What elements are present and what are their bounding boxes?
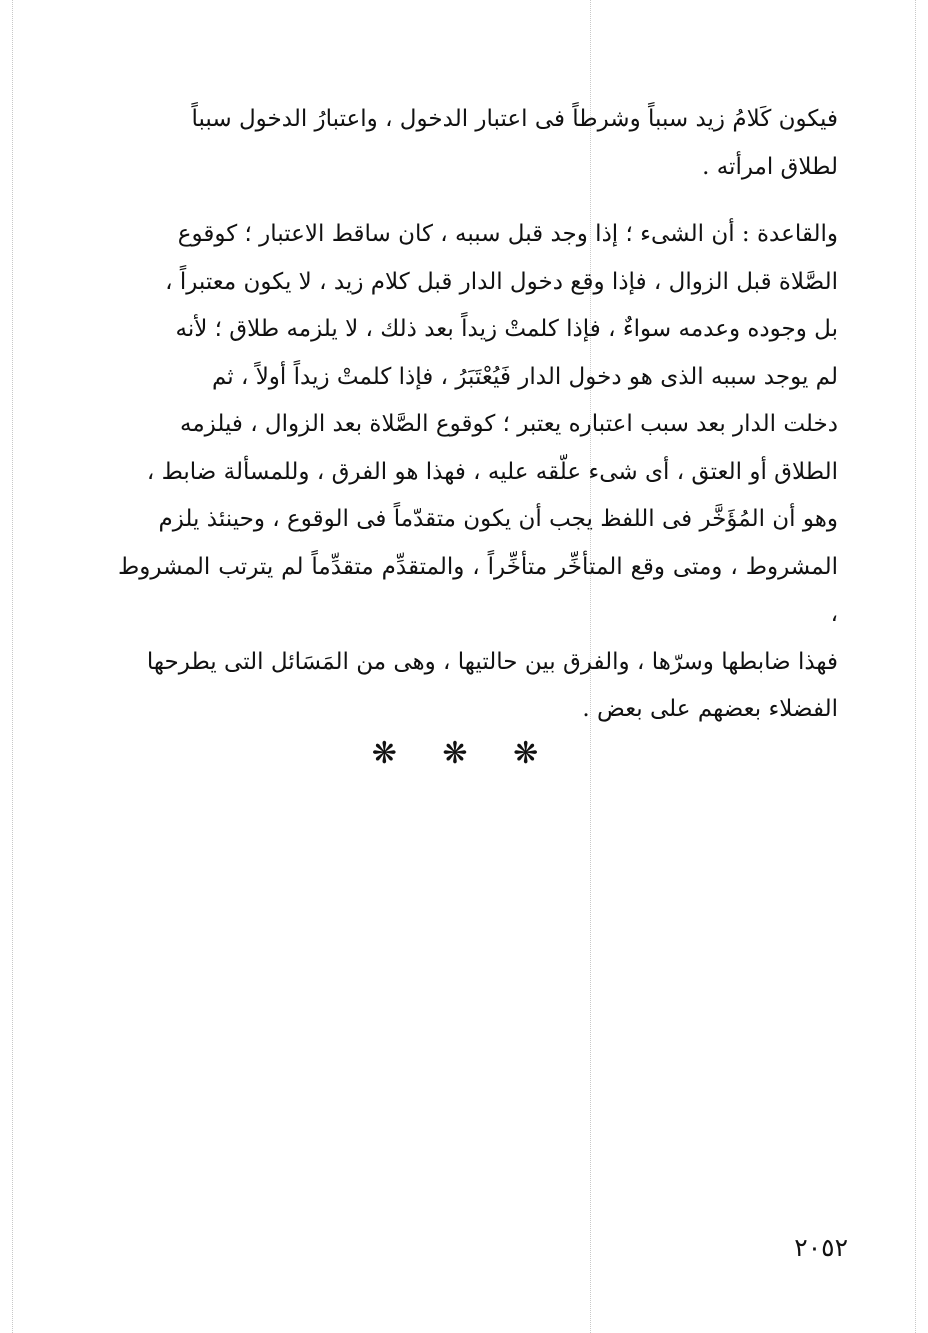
page-body (118, 96, 838, 734)
page-number: ٢٠٥٢ (794, 1233, 848, 1262)
section-ornament: ❋ ❋ ❋ (371, 736, 557, 771)
paragraph-2: والقاعدة : أن الشىء ؛ إذا وجد قبل سببه ، كان ساقط الاعتبار ؛ كوقوع الصَّلاة قبل الزوال ، فإذا وقع دخول الدار قبل كلام زيد ، لا يكون معتبراً ، بل وجوده وعدمه سواءٌ ، فإذا كلمتْ زيداً بعد ذلك ، لا يلزمه طلاق ؛ لأنه لم يوجد سببه الذى هو دخول الدار فَيُعْتَبَرُ ، فإذا كلمتْ زيداً أولاً ، ثم دخلت الدار بعد سبب اعتباره يعتبر ؛ كوقوع الصَّلاة بعد الزوال ، فيلزمه الطلاق أو العتق ، أى شىء علّقه عليه ، فهذا هو الفرق ، وللمسألة ضابط ، وهو أن المُؤَخَّر فى اللفظ يجب أن يكون متقدّماً فى الوقوع ، وحينئذ يلزم المشروط ، ومتى وقع المتأخِّر متأخِّراً ، والمتقدِّم متقدِّماً لم يترتب المشروط ، فهذا ضابطها وسرّها ، والفرق بين حالتيها ، وهى من المَسَائل التى يطرحها الفضلاء بعضهم على بعض . (118, 221, 838, 722)
scan-dot-line-right (915, 0, 916, 1333)
scan-dot-line-left (12, 0, 13, 1333)
paragraph-1: فيكون كَلامُ زيد سبباً وشرطاً فى اعتبار الدخول ، واعتبارُ الدخول سبباً لطلاق امرأته . (191, 106, 838, 180)
